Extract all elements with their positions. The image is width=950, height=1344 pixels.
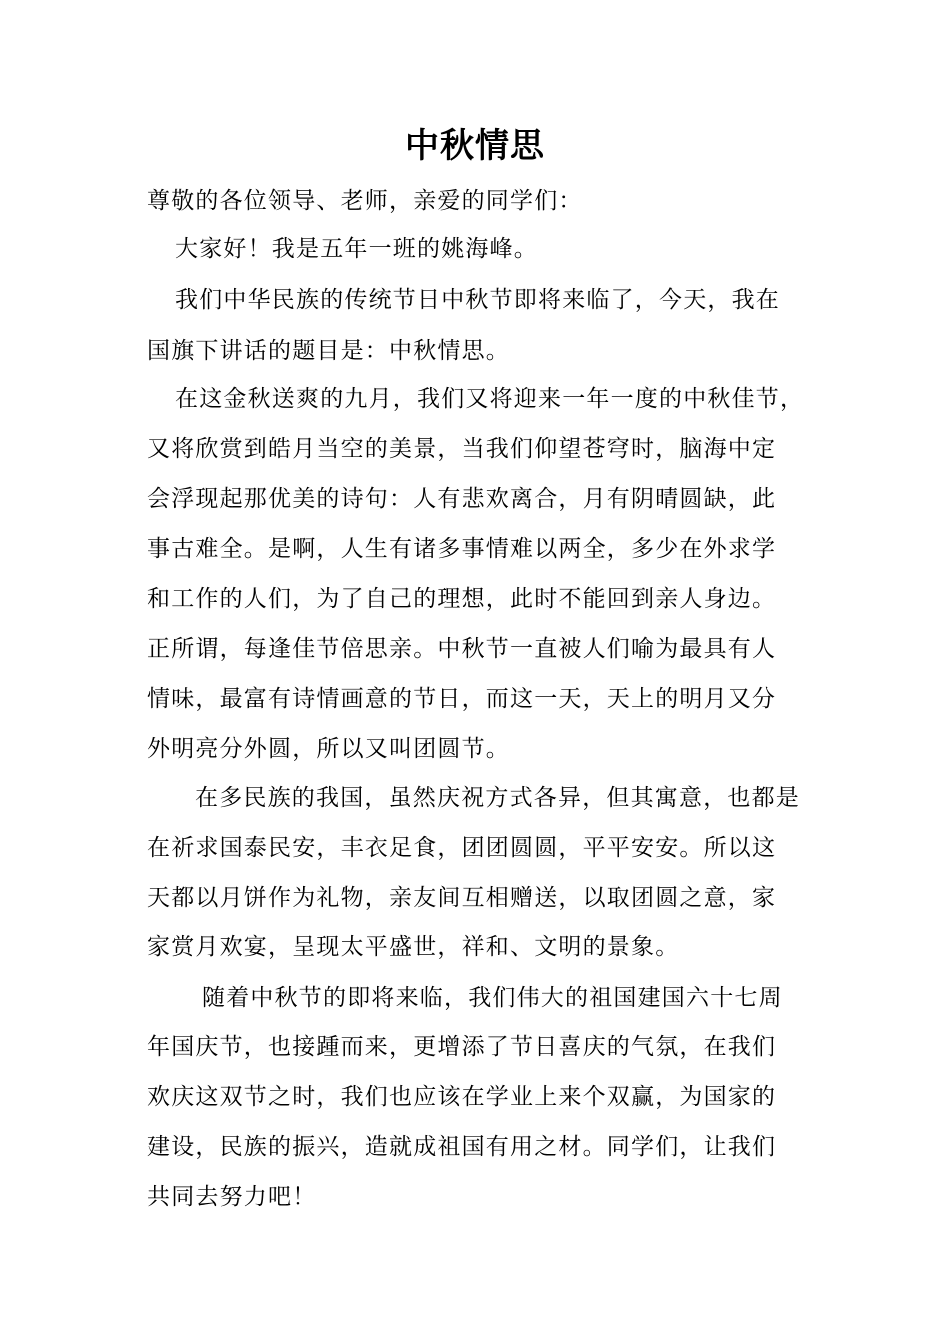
body-line: 在多民族的我国，虽然庆祝方式各异，但其寓意，也都是 [195,785,800,811]
body-line: 随着中秋节的即将来临，我们伟大的祖国建国六十七周 [202,985,783,1011]
body-line: 在这金秋送爽的九月，我们又将迎来一年一度的中秋佳节， [175,386,805,412]
body-line: 天都以月饼作为礼物，亲友间互相赠送，以取团圆之意，家 [147,885,777,911]
body-line: 共同去努力吧！ [147,1184,317,1210]
document-title: 中秋情思 [405,126,545,166]
body-line: 又将欣赏到皓月当空的美景，当我们仰望苍穹时，脑海中定 [147,436,777,462]
body-line: 国旗下讲话的题目是：中秋情思。 [147,338,510,364]
salutation-line: 尊敬的各位领导、老师，亲爱的同学们： [147,188,583,214]
body-line: 和工作的人们，为了自己的理想，此时不能回到亲人身边。 [147,586,777,612]
body-line: 情味，最富有诗情画意的节日，而这一天，天上的明月又分 [147,686,777,712]
body-line: 建设，民族的振兴，造就成祖国有用之材。同学们，让我们 [147,1134,777,1160]
body-line: 在祈求国泰民安，丰衣足食，团团圆圆，平平安安。所以这 [147,835,777,861]
body-line: 外明亮分外圆，所以又叫团圆节。 [147,736,510,762]
body-line: 事古难全。是啊，人生有诸多事情难以两全，多少在外求学 [147,536,777,562]
body-line: 年国庆节，也接踵而来，更增添了节日喜庆的气氛，在我们 [147,1034,777,1060]
body-line: 欢庆这双节之时，我们也应该在学业上来个双赢，为国家的 [147,1084,777,1110]
body-line: 正所谓，每逢佳节倍思亲。中秋节一直被人们喻为最具有人 [147,636,777,662]
body-line: 会浮现起那优美的诗句：人有悲欢离合，月有阴晴圆缺，此 [147,486,777,512]
body-line: 我们中华民族的传统节日中秋节即将来临了，今天，我在 [175,287,780,313]
body-line: 家赏月欢宴，呈现太平盛世，祥和、文明的景象。 [147,934,680,960]
greeting-line: 大家好！我是五年一班的姚海峰。 [175,236,538,262]
